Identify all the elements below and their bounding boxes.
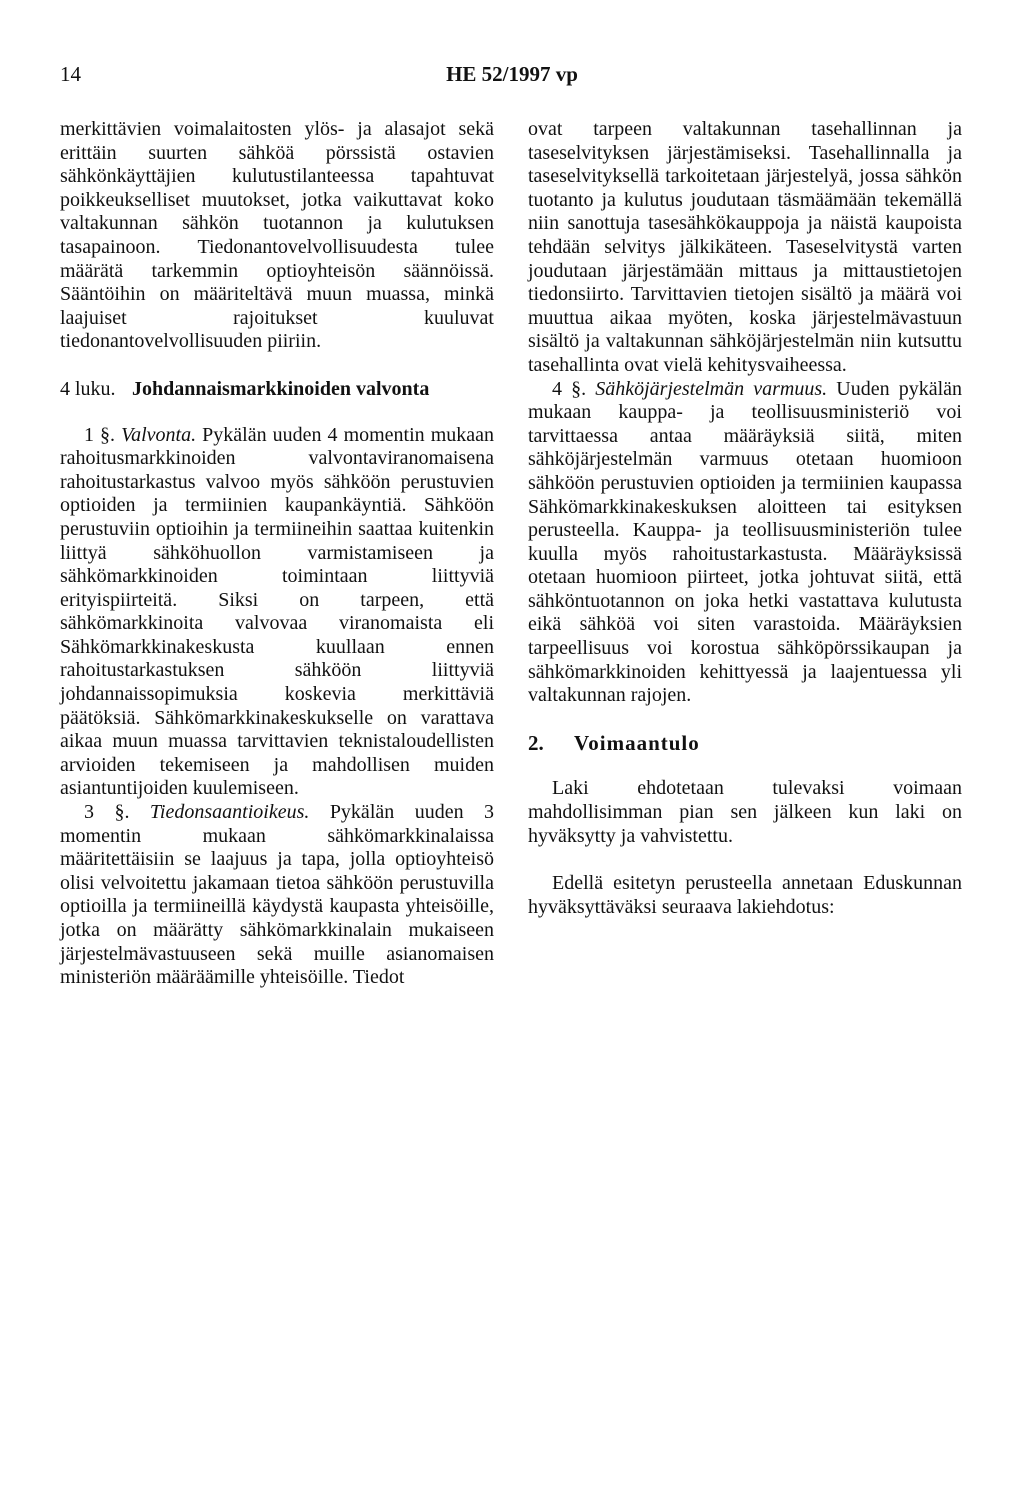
section-4-number: 4 §. xyxy=(552,377,587,400)
chapter-heading xyxy=(60,378,494,402)
running-header: HE 52/1997 vp xyxy=(446,62,578,86)
section-3-title: Tiedonsaantioikeus. xyxy=(149,801,310,824)
section-3-text: Pykälän uuden 3 momentin mukaan sähkömarkkinalaissa määritettäisiin se laajuus ja tapa, jolla optioyhteisö olisi velvoitettu jakamaan tietoa sähköön perustuvilla optioilla ja termiineillä käydystä kaupasta yhteisöille, jotka on määrätty sähkömarkkinalain mukaiseen järjestelmävastuuseen sekä muille asianomaisen ministeriön määräämille yhteisöille. Tiedot xyxy=(60,801,495,989)
left-paragraph-1: merkittävien voimalaitosten ylös- ja alasajot sekä erittäin suurten sähköä pörssistä ostavien sähkönkäyttäjien kulutustilanteessa tapahtuvat poikkeukselliset muutokset, jotka vaikuttavat koko valtakunnan sähkön tuotannon ja kulutuksen tasapainoon. Tiedonantovelvollisuudesta tulee määrätä tarkemmin optioyhteisön säännöissä. Sääntöihin on määriteltävä muun muassa, minkä laajuiset rajoitukset kuuluvat tiedonantovelvollisuuden piiriin. xyxy=(60,118,494,353)
section-4-title: Sähköjärjestelmän varmuus. xyxy=(595,377,828,400)
section-1-title: Valvonta. xyxy=(121,423,197,446)
section-1-number: 1 §. xyxy=(84,423,116,446)
section-2-title: Voimaantulo xyxy=(574,730,700,755)
left-column xyxy=(60,118,494,990)
section-3-number: 3 §. xyxy=(84,801,130,824)
section-2-number: 2. xyxy=(528,730,544,755)
chapter-label: 4 luku. xyxy=(60,377,116,400)
section-4-text: Uuden pykälän mukaan kauppa- ja teollisuusministeriö voi tarvittaessa antaa määräyksiä siitä, miten sähköjärjestelmän varmuus otetaan huomioon sähköön perustuvien optioiden ja termiinien kaupassa Sähkömarkkinakeskuksen aloitteen tai esityksen perusteella. Kauppa- ja teollisuusministeriön tulee kuulla myös rahoitustarkastusta. Määräyksissä otetaan huomioon piirteet, jotka johtuvat siitä, että sähköntuotannon on joka hetki vastattava kulutusta eikä sähköä voi siten varastoida. Määräyksien tarpeellisuus voi korostua sähköpörssikaupan ja sähkömarkkinoiden kehittyessä ja laajentuessa yli valtakunnan rajojen. xyxy=(528,377,962,707)
section-4-paragraph xyxy=(528,378,962,708)
section-3-paragraph xyxy=(60,801,494,990)
chapter-title: Johdannaismarkkinoiden valvonta xyxy=(132,377,430,400)
section-1-text: Pykälän uuden 4 momentin mukaan rahoitusmarkkinoiden valvontaviranomaisena rahoitustarkastus valvoo myös sähköön perustuvien optioiden ja termiinien kaupankäyntiä. Sähköön perustuviin optioihin ja termiineihin saattaa kuitenkin liittyä sähköhuollon varmistamiseen ja sähkömarkkinoiden toimintaan liittyviä erityispiirteitä. Siksi on tarpeen, että sähkömarkkinoita valvovaa viranomaista eli Sähkömarkkinakeskusta kuullaan ennen rahoitustarkastuksen sähköön liittyviä johdannaissopimuksia koskevia merkittäviä päätöksiä. Sähkömarkkinakeskukselle on varattava aikaa muun muassa tarvittavien teknistaloudellisten arvioiden tekemiseen ja mahdollisen muiden asiantuntijoiden kuulemiseen. xyxy=(60,423,495,800)
right-column xyxy=(528,118,962,919)
page-number: 14 xyxy=(60,62,81,86)
closing-paragraph: Edellä esitetyn perusteella annetaan Eduskunnan hyväksyttäväksi seuraava lakiehdotus: xyxy=(528,872,962,918)
section-1-paragraph xyxy=(60,424,494,802)
section-2-heading xyxy=(528,732,962,756)
entry-into-force-paragraph: Laki ehdotetaan tulevaksi voimaan mahdollisimman pian sen jälkeen kun laki on hyväksytty ja vahvistettu. xyxy=(528,777,962,847)
right-paragraph-1: ovat tarpeen valtakunnan tasehallinnan ja taseselvityksen järjestämiseksi. Tasehallinnalla ja taseselvityksellä tarkoitetaan järjestelyä, jossa sähkön tuotanto ja kulutus joudutaan täsmäämään tekemällä niin sanottuja tasesähkökauppoja ja näistä kaupoista tehdään selvitys jälkikäteen. Taseselvitystä varten joudutaan järjestämään mittaus ja mittaustietojen tiedonsiirto. Tarvittavien tietojen sisältö ja määrä voi muuttua aikaa myöten, koska järjestelmävastuun sisältö ja valtakunnan sähköjärjestelmän niin kutsuttu tasehallinta ovat vielä kehitysvaiheessa. xyxy=(528,118,962,376)
